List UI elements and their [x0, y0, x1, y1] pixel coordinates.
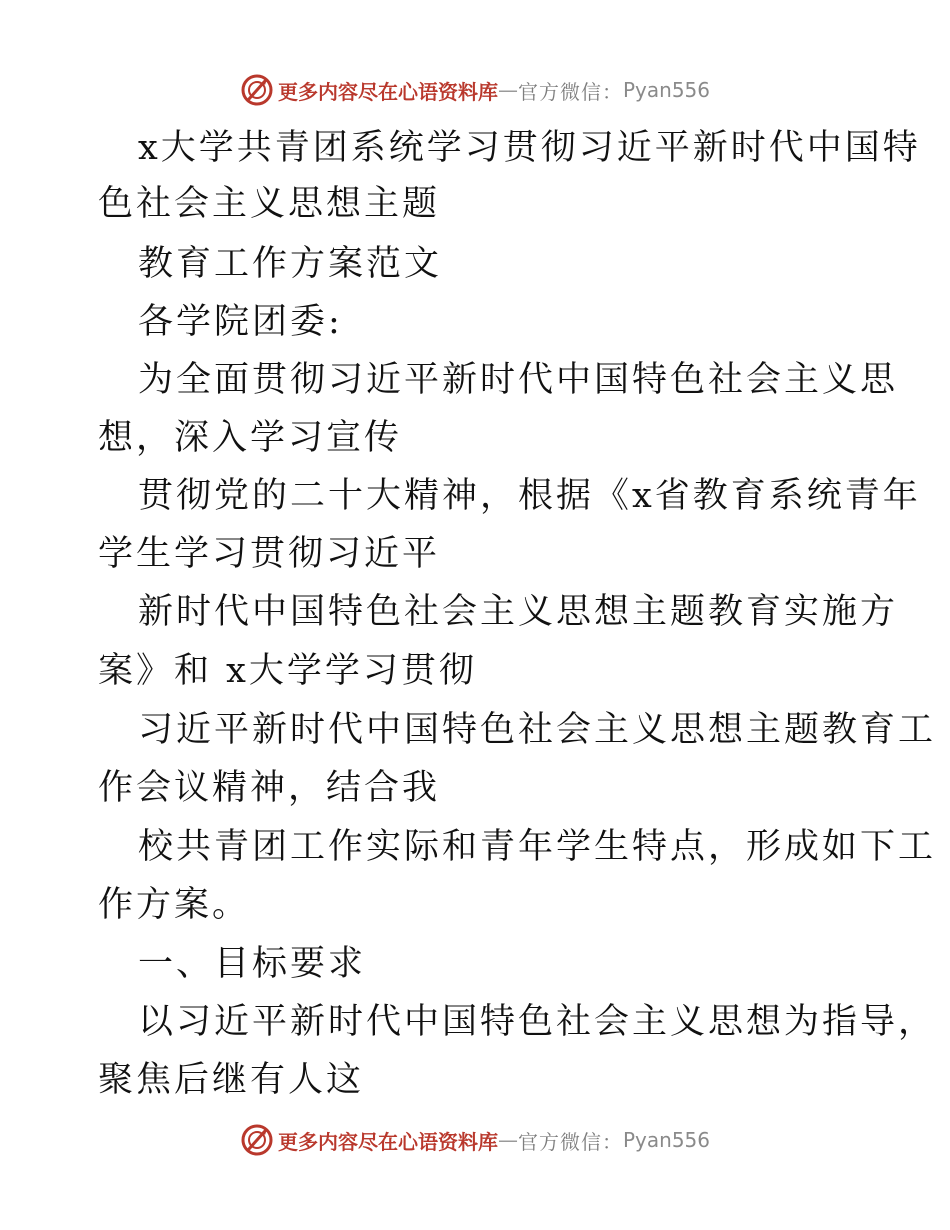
doc-line: 案》和 x大学学习贯彻	[98, 651, 477, 691]
watermark-brand: 更多内容尽在心语资料库	[277, 79, 498, 104]
doc-line: 学生学习贯彻习近平	[98, 534, 441, 574]
doc-line: 各学院团委:	[138, 302, 343, 342]
doc-line: 习近平新时代中国特色社会主义思想主题教育工	[138, 710, 937, 750]
doc-line: 作会议精神，结合我	[98, 768, 441, 808]
doc-line: 想，深入学习宣传	[98, 418, 403, 458]
doc-line: 贯彻党的二十大精神，根据《x省教育系统青年	[138, 476, 921, 516]
doc-line: 教育工作方案范文	[138, 244, 443, 284]
header-watermark	[0, 70, 950, 110]
watermark-wechat-id: Pyan556	[622, 78, 710, 102]
watermark-brand: 更多内容尽在心语资料库	[277, 1129, 498, 1154]
doc-line: 作方案。	[98, 885, 251, 925]
brand-logo-icon	[240, 73, 274, 107]
section-heading: 一、目标要求	[138, 944, 367, 984]
watermark-separator: —	[497, 78, 518, 102]
brand-logo-icon	[240, 1123, 274, 1157]
doc-line: 聚焦后继有人这	[98, 1060, 365, 1100]
doc-line: x大学共青团系统学习贯彻习近平新时代中国特	[138, 128, 921, 168]
watermark-label: 官方微信：	[517, 79, 623, 104]
doc-line: 校共青团工作实际和青年学生特点，形成如下工	[138, 827, 937, 867]
doc-line: 以习近平新时代中国特色社会主义思想为指导，	[138, 1002, 937, 1042]
watermark-wechat-id: Pyan556	[622, 1128, 710, 1152]
watermark-label: 官方微信：	[517, 1129, 623, 1154]
watermark-separator: —	[497, 1128, 518, 1152]
doc-line: 为全面贯彻习近平新时代中国特色社会主义思	[138, 360, 899, 400]
doc-line: 色社会主义思想主题	[98, 184, 441, 224]
doc-line: 新时代中国特色社会主义思想主题教育实施方	[138, 592, 899, 632]
footer-watermark	[0, 1120, 950, 1160]
